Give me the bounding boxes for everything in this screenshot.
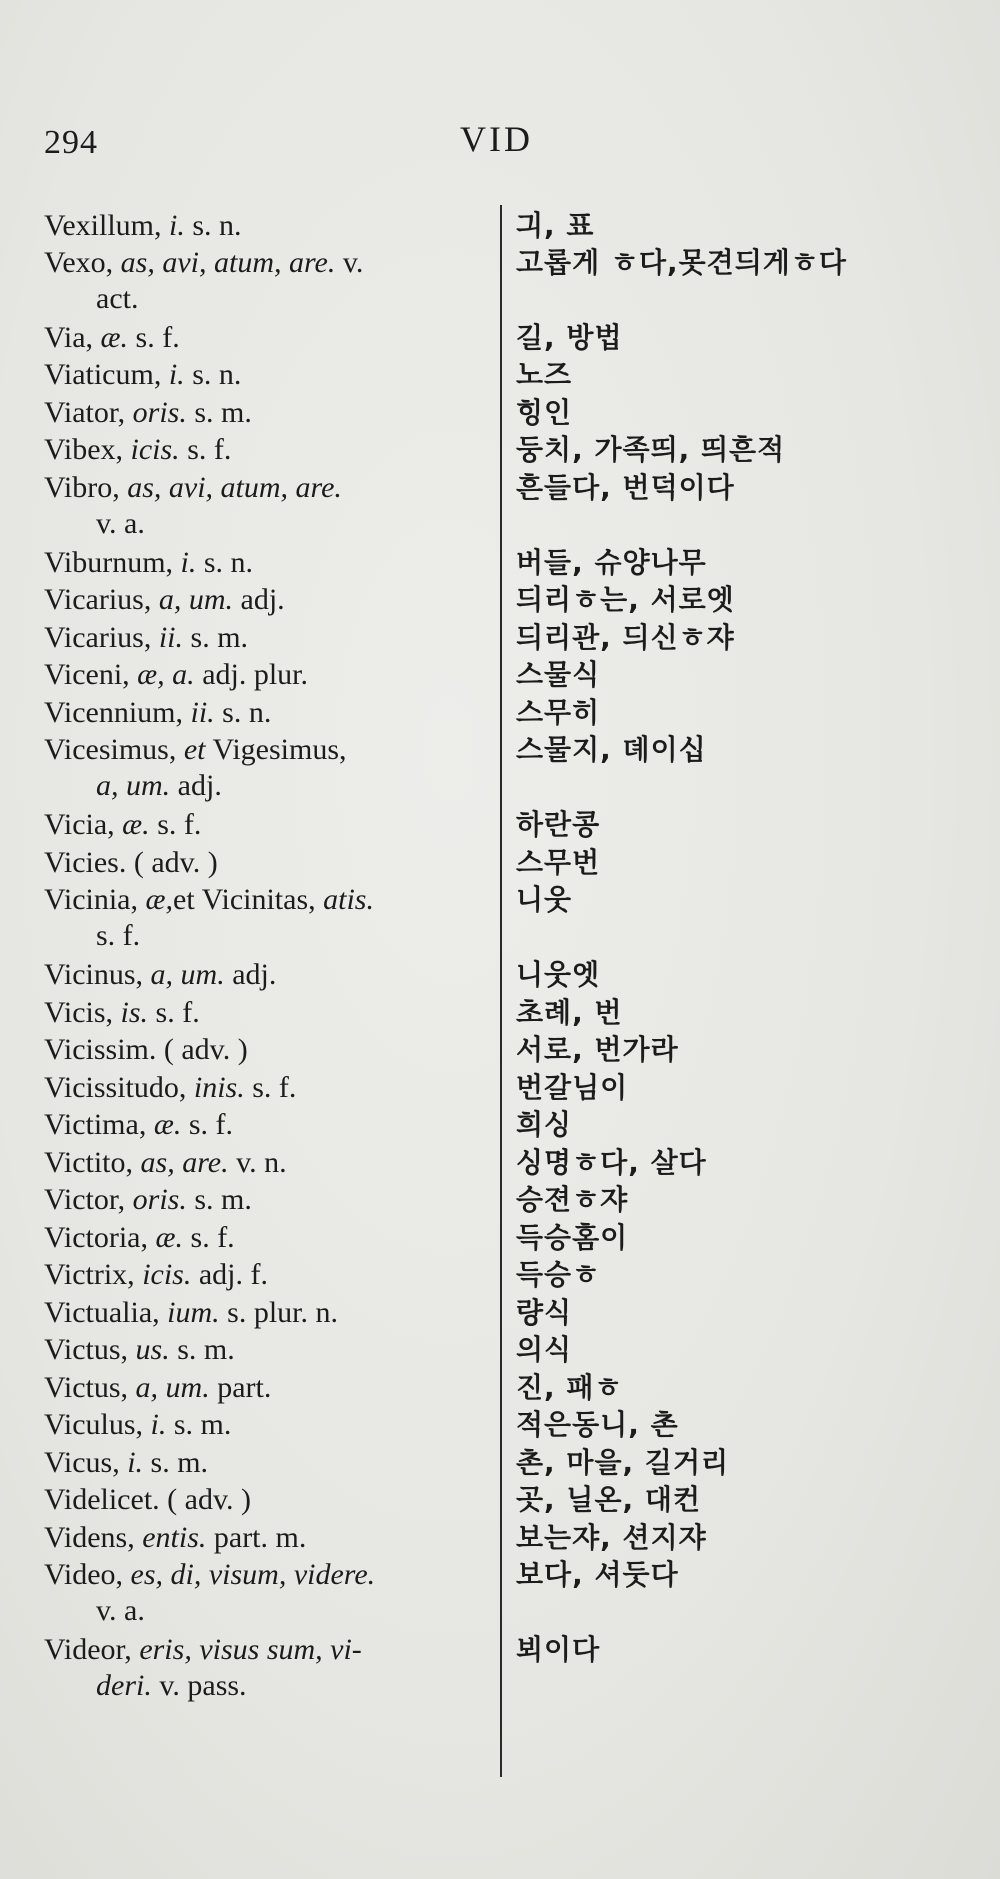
- headword: Victus,: [44, 1333, 129, 1366]
- headword: Vicies.: [44, 846, 127, 879]
- grammar-info: adj.: [170, 769, 222, 802]
- grammar-italic: atis.: [323, 883, 374, 916]
- grammar-info: s. m.: [169, 1333, 235, 1366]
- korean-definition: 고롭게 ㅎ다,못견듸게ㅎ다: [516, 246, 847, 279]
- grammar-italic: et: [183, 733, 206, 766]
- grammar-info: s. f.: [181, 1108, 234, 1141]
- grammar-info: Vigesimus,: [205, 733, 347, 766]
- grammar-italic: entis.: [142, 1521, 207, 1554]
- headword: Vicissim.: [44, 1033, 157, 1066]
- grammar-italic: æ.: [100, 321, 129, 354]
- grammar-italic: i.: [150, 1408, 167, 1441]
- headword: Viburnum,: [44, 546, 174, 579]
- latin-headword-line: [44, 845, 490, 881]
- korean-definition: 니웃: [516, 883, 573, 916]
- grammar-info: s. m.: [166, 1408, 232, 1441]
- headword: Videlicet.: [44, 1483, 160, 1516]
- korean-definition: 득승ㅎ: [516, 1258, 601, 1291]
- korean-definition: 촌, 마을, 길거리: [516, 1446, 730, 1479]
- grammar-info: adj. plur.: [194, 658, 309, 691]
- latin-headword-line: [44, 357, 490, 393]
- latin-headword-line: [44, 582, 490, 618]
- korean-definition: 니웃엣: [516, 958, 601, 991]
- latin-headword-line: [44, 1557, 490, 1629]
- page-number: 294: [44, 124, 98, 161]
- continuation-line: v. a.: [96, 1594, 145, 1627]
- grammar-italic: ium.: [167, 1296, 220, 1329]
- headword: Victor,: [44, 1183, 126, 1216]
- latin-headword-line: [44, 1332, 490, 1368]
- latin-headword-line: [44, 1145, 490, 1181]
- headword: Vicissitudo,: [44, 1071, 187, 1104]
- korean-definition: 곳, 닐온, 대컨: [516, 1483, 702, 1516]
- korean-definition: 싱명ㅎ다, 살다: [516, 1146, 707, 1179]
- grammar-info: adj.: [224, 958, 277, 991]
- grammar-italic: i.: [127, 1446, 144, 1479]
- grammar-info: s. n.: [214, 696, 272, 729]
- grammar-info: s. m.: [143, 1446, 209, 1479]
- headword: Viceni,: [44, 658, 130, 691]
- korean-definition: 진, 패ㅎ: [516, 1371, 623, 1404]
- latin-headword-line: [44, 245, 490, 317]
- headword: Via,: [44, 321, 94, 354]
- latin-headword-line: [44, 882, 490, 954]
- latin-headword-line: [44, 732, 490, 804]
- grammar-italic: is.: [120, 996, 149, 1029]
- korean-definition: 스물지, 뎨이십: [516, 733, 707, 766]
- continuation-line: act.: [96, 282, 139, 315]
- korean-definition: 초례, 번: [516, 996, 623, 1029]
- grammar-info: s. m.: [183, 621, 249, 654]
- grammar-italic: as, avi, atum, are.: [127, 471, 342, 504]
- grammar-info: v.: [335, 246, 364, 279]
- grammar-info: et Vicinitas,: [173, 883, 324, 916]
- headword: Vicarius,: [44, 621, 152, 654]
- korean-definition: 하란콩: [516, 808, 601, 841]
- korean-definition: 흔들다, 번덕이다: [516, 471, 735, 504]
- headword: Victus,: [44, 1371, 129, 1404]
- korean-definition: 힝인: [516, 396, 573, 429]
- latin-headword-line: [44, 395, 490, 431]
- latin-headword-line: [44, 1107, 490, 1143]
- headword: Vicesimus,: [44, 733, 177, 766]
- grammar-info: s. m.: [186, 396, 252, 429]
- continuation-line: [44, 1668, 490, 1704]
- latin-headword-line: [44, 995, 490, 1031]
- korean-definition: 스물식: [516, 658, 601, 691]
- headword: Viculus,: [44, 1408, 144, 1441]
- latin-headword-line: [44, 1632, 490, 1704]
- latin-headword-line: [44, 1032, 490, 1068]
- grammar-info: ( adv. ): [156, 1033, 248, 1066]
- grammar-italic: us.: [135, 1333, 170, 1366]
- grammar-italic: ii.: [190, 696, 215, 729]
- continuation-line: [44, 768, 490, 804]
- headword: Viator,: [44, 396, 126, 429]
- grammar-italic: icis.: [130, 433, 180, 466]
- grammar-italic: æ.: [153, 1108, 182, 1141]
- latin-headword-line: [44, 208, 490, 244]
- latin-headword-line: [44, 807, 490, 843]
- korean-definition: 긔, 표: [516, 209, 595, 242]
- korean-definition: 보다, 셔둣다: [516, 1558, 679, 1591]
- headword: Videor,: [44, 1633, 132, 1666]
- page-header: [0, 118, 1000, 162]
- grammar-info: part.: [209, 1371, 272, 1404]
- latin-headword-line: [44, 1407, 490, 1443]
- latin-headword-line: [44, 1445, 490, 1481]
- grammar-italic: a, um.: [96, 769, 171, 802]
- korean-definition: 서로, 번가라: [516, 1033, 679, 1066]
- grammar-info: s. f.: [149, 808, 202, 841]
- grammar-info: adj. f.: [191, 1258, 268, 1291]
- latin-headword-line: [44, 320, 490, 356]
- korean-definition: 둥치, 가족띄, 띄흔적: [516, 433, 786, 466]
- column-divider: [500, 205, 502, 1777]
- grammar-info: v. n.: [228, 1146, 287, 1179]
- headword: Victoria,: [44, 1221, 148, 1254]
- running-head: VID: [460, 119, 533, 159]
- grammar-italic: i.: [168, 358, 185, 391]
- grammar-italic: inis.: [193, 1071, 245, 1104]
- latin-headword-line: [44, 1182, 490, 1218]
- latin-headword-line: [44, 1482, 490, 1518]
- headword: Vicinia,: [44, 883, 138, 916]
- headword: Video,: [44, 1558, 124, 1591]
- grammar-info: s. n.: [184, 209, 242, 242]
- grammar-italic: æ.: [122, 808, 150, 841]
- grammar-info: s. plur. n.: [219, 1296, 339, 1329]
- latin-headword-line: [44, 432, 490, 468]
- headword: Victualia,: [44, 1296, 160, 1329]
- headword: Vibex,: [44, 433, 124, 466]
- grammar-italic: i.: [180, 546, 197, 579]
- headword: Victrix,: [44, 1258, 135, 1291]
- continuation-line: v. a.: [96, 507, 145, 540]
- grammar-info: s. n.: [184, 358, 242, 391]
- grammar-italic: es, di, visum, videre.: [130, 1558, 376, 1591]
- korean-definition: 적은동니, 촌: [516, 1408, 679, 1441]
- grammar-italic: æ.: [155, 1221, 184, 1254]
- headword: Vicinus,: [44, 958, 144, 991]
- headword: Vicia,: [44, 808, 115, 841]
- korean-definition: 희싱: [516, 1108, 573, 1141]
- korean-definition: 스무히: [516, 696, 601, 729]
- grammar-italic: oris.: [132, 396, 187, 429]
- grammar-italic: as, avi, atum, are.: [120, 246, 336, 279]
- grammar-info: part. m.: [206, 1521, 307, 1554]
- grammar-italic: æ,: [145, 883, 174, 916]
- grammar-italic: æ, a.: [137, 658, 195, 691]
- grammar-italic: a, um.: [158, 583, 234, 616]
- latin-headword-line: [44, 1370, 490, 1406]
- latin-headword-line: [44, 695, 490, 731]
- grammar-info: s. f.: [128, 321, 180, 354]
- latin-headword-line: [44, 620, 490, 656]
- headword: Vicus,: [44, 1446, 120, 1479]
- latin-headword-line: [44, 1070, 490, 1106]
- headword: Vexillum,: [44, 209, 162, 242]
- grammar-info: s. f.: [148, 996, 200, 1029]
- korean-definition: 노즈: [516, 358, 573, 391]
- latin-headword-line: [44, 470, 490, 542]
- grammar-italic: oris.: [132, 1183, 187, 1216]
- korean-definition: 승젼ㅎ쟈: [516, 1183, 629, 1216]
- latin-headword-line: [44, 957, 490, 993]
- grammar-info: adj.: [233, 583, 285, 616]
- headword: Vibro,: [44, 471, 120, 504]
- grammar-italic: ii.: [158, 621, 184, 654]
- grammar-italic: deri.: [96, 1669, 152, 1702]
- grammar-italic: icis.: [142, 1258, 192, 1291]
- korean-definition: 량식: [516, 1296, 573, 1329]
- latin-headword-line: [44, 1220, 490, 1256]
- korean-definition: 보는쟈, 션지쟈: [516, 1521, 707, 1554]
- grammar-italic: a, um.: [150, 958, 225, 991]
- korean-definition: 스무번: [516, 846, 601, 879]
- korean-definition: 듸리관, 듸신ㅎ쟈: [516, 621, 735, 654]
- korean-definition: 번갈님이: [516, 1071, 629, 1104]
- latin-headword-line: [44, 1257, 490, 1293]
- korean-definition: 듸리ㅎ는, 서로엣: [516, 583, 735, 616]
- latin-headword-line: [44, 657, 490, 693]
- grammar-info: s. f.: [179, 433, 232, 466]
- korean-definition: 뵈이다: [516, 1633, 601, 1666]
- headword: Vicennium,: [44, 696, 183, 729]
- korean-definition: 버들, 슈양나무: [516, 546, 707, 579]
- latin-headword-line: [44, 545, 490, 581]
- headword: Viaticum,: [44, 358, 162, 391]
- headword: Vicarius,: [44, 583, 152, 616]
- grammar-info: s. f.: [244, 1071, 297, 1104]
- grammar-info: ( adv. ): [159, 1483, 252, 1516]
- grammar-italic: i.: [169, 209, 185, 242]
- continuation-line: s. f.: [96, 919, 141, 952]
- latin-headword-line: [44, 1520, 490, 1556]
- headword: Videns,: [44, 1521, 135, 1554]
- grammar-info: v. pass.: [151, 1669, 247, 1702]
- headword: Vicis,: [44, 996, 114, 1029]
- grammar-info: s. m.: [186, 1183, 252, 1216]
- korean-definition: 득승홈이: [516, 1221, 629, 1254]
- grammar-italic: eris, visus sum, vi-: [139, 1633, 362, 1666]
- headword: Victima,: [44, 1108, 147, 1141]
- korean-definition: 의식: [516, 1333, 573, 1366]
- grammar-info: ( adv. ): [126, 846, 218, 879]
- latin-headword-line: [44, 1295, 490, 1331]
- grammar-italic: as, are.: [140, 1146, 229, 1179]
- korean-definition: 길, 방법: [516, 321, 623, 354]
- headword: Vexo,: [44, 246, 114, 279]
- grammar-info: s. f.: [183, 1221, 235, 1254]
- grammar-italic: a, um.: [135, 1371, 210, 1404]
- grammar-info: s. n.: [196, 546, 254, 579]
- headword: Victito,: [44, 1146, 134, 1179]
